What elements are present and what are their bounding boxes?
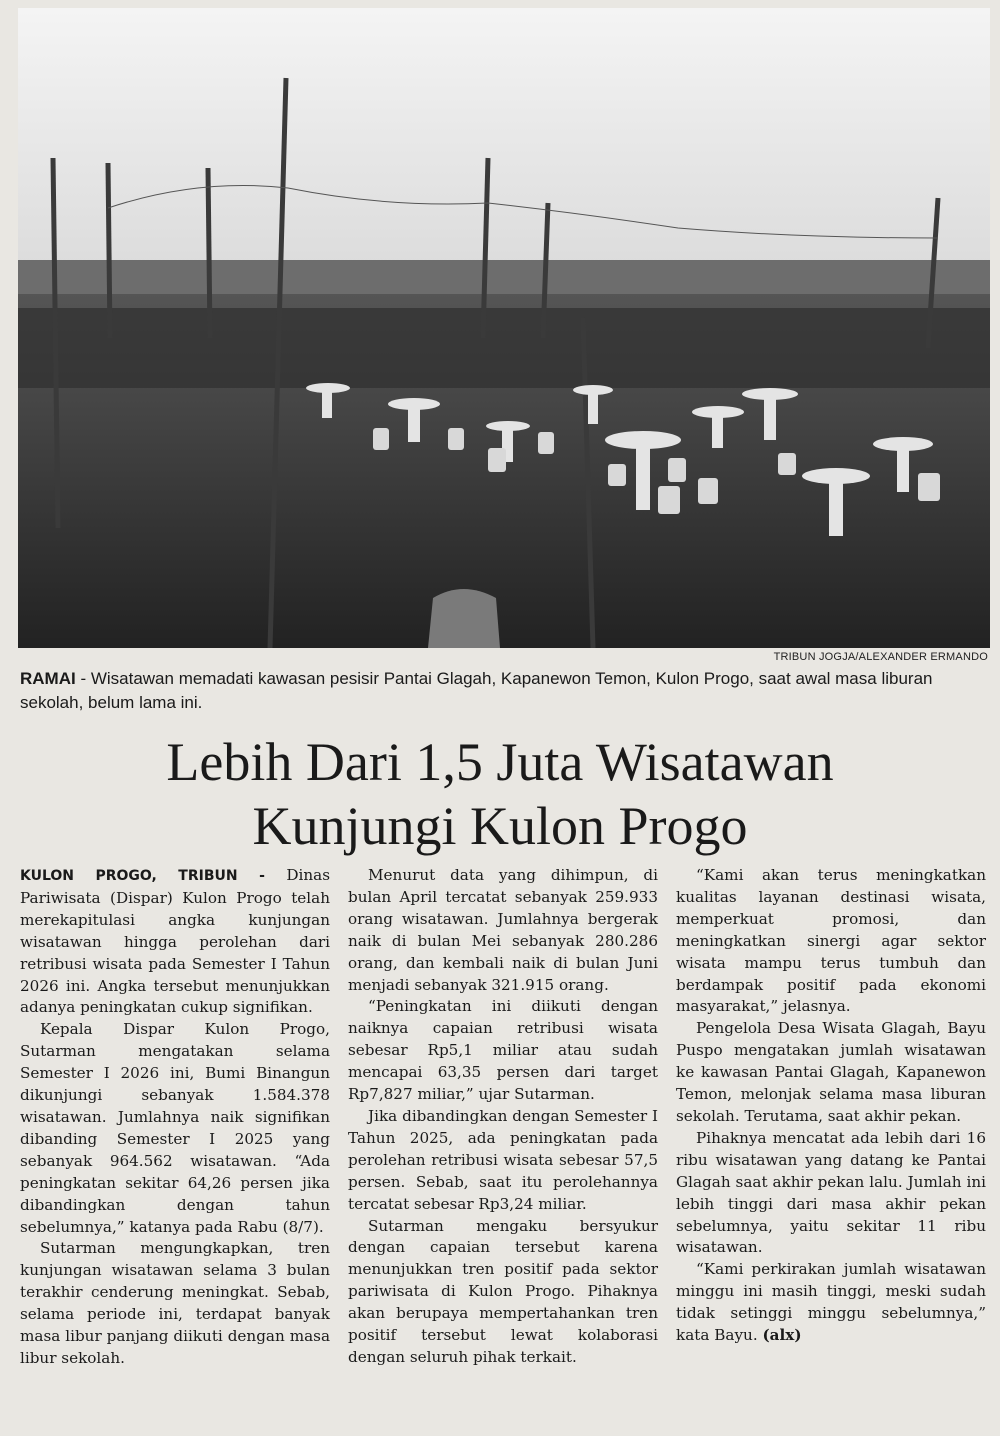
photo-caption [20,667,988,715]
article-paragraph: Menurut data yang dihimpun, di bulan April tercatat sebanyak 259.933 orang wisatawan. Jumlahnya bergerak naik di bulan Mei sebanyak 280.286 orang, dan kembali naik di bulan Juni menjadi sebanyak 321.915 orang. [348,866,658,994]
headline [0,730,1000,858]
article-paragraph: Pihaknya mencatat ada lebih dari 16 ribu wisatawan yang datang ke Pantai Glagah saat akhir pekan lalu. Jumlah ini lebih tinggi dari masa akhir pekan sebelumnya, yaitu sekitar 11 ribu wisatawan. [676,1128,986,1257]
article-paragraph: Sutarman mengaku bersyukur dengan capaian tersebut karena menunjukkan tren positif pada sektor pariwisata di Kulon Progo. Pihaknya akan berupaya mempertahankan tren positif tersebut lewat kolaborasi dengan seluruh pihak terkait. [348,1216,658,1366]
beach-photo-illustration [18,8,990,648]
beach-photo [18,8,990,648]
article-paragraph: Kepala Dispar Kulon Progo, Sutarman mengatakan selama Semester I 2026 ini, Bumi Binangun dikunjungi sebanyak 1.584.378 wisatawan. Jumlahnya naik signifikan dibanding Semester I 2025 yang sebanyak 964.562 wisatawan. “Ada peningkatan sekitar 64,26 persen jika dibandingkan dengan tahun sebelumnya,” katanya pada Rabu (8/7). [20,1020,330,1236]
dateline: KULON PROGO, TRIBUN - [20,868,265,884]
article-paragraph [20,865,330,1019]
article-paragraph: “Peningkatan ini diikuti dengan naiknya capaian retribusi wisata sebesar Rp5,1 miliar atau sudah mencapai 63,35 persen dari target Rp7,827 miliar,” ujar Sutarman. [348,997,658,1104]
article-paragraph [676,1259,986,1347]
paragraph-text: Dinas Pariwisata (Dispar) Kulon Progo telah merekapitulasi angka kunjungan wisatawan hingga perolehan dari retribusi wisata pada Semester I Tahun 2026 ini. Angka tersebut menunjukkan adanya peningkatan cukup signifikan. [20,866,330,1017]
paragraph-text: “Kami perkirakan jumlah wisatawan minggu ini masih tinggi, meski sudah tidak setinggi minggu sebelumnya,” kata Bayu. [676,1260,986,1345]
article-paragraph: Jika dibandingkan dengan Semester I Tahun 2025, ada peningkatan pada perolehan retribusi wisata sebesar 57,5 persen. Sebab, saat itu perolehannya tercatat sebesar Rp3,24 miliar. [348,1106,658,1213]
caption-kicker: RAMAI [20,669,76,688]
article-column-1 [20,865,330,1370]
headline-line-1: Lebih Dari 1,5 Juta Wisatawan [166,732,834,792]
photo-credit: TRIBUN JOGJA/ALEXANDER ERMANDO [773,651,988,663]
article-column-3 [676,865,986,1347]
article-paragraph: Sutarman mengungkapkan, tren kunjungan wisatawan selama 3 bulan terakhir cenderung meningkat. Sebab, selama periode ini, terdapat banyak masa libur panjang diikuti dengan masa libur sekolah. [20,1239,330,1367]
article-paragraph: “Kami akan terus meningkatkan kualitas layanan destinasi wisata, memperkuat promosi, dan meningkatkan sinergi agar sektor wisata mampu terus tumbuh dan berdampak positif pada ekonomi masyarakat,” jelasnya. [676,866,986,1016]
caption-text: - Wisatawan memadati kawasan pesisir Pantai Glagah, Kapanewon Temon, Kulon Progo, saat awal masa liburan sekolah, belum lama ini. [20,669,933,712]
article-column-2 [348,865,658,1369]
article-paragraph: Pengelola Desa Wisata Glagah, Bayu Puspo mengatakan jumlah wisatawan ke kawasan Pantai Glagah, Kapanewon Temon, melonjak selama masa liburan sekolah. Terutama, saat akhir pekan. [676,1019,986,1125]
author-signature: (alx) [762,1326,802,1345]
headline-line-2: Kunjungi Kulon Progo [252,796,748,856]
